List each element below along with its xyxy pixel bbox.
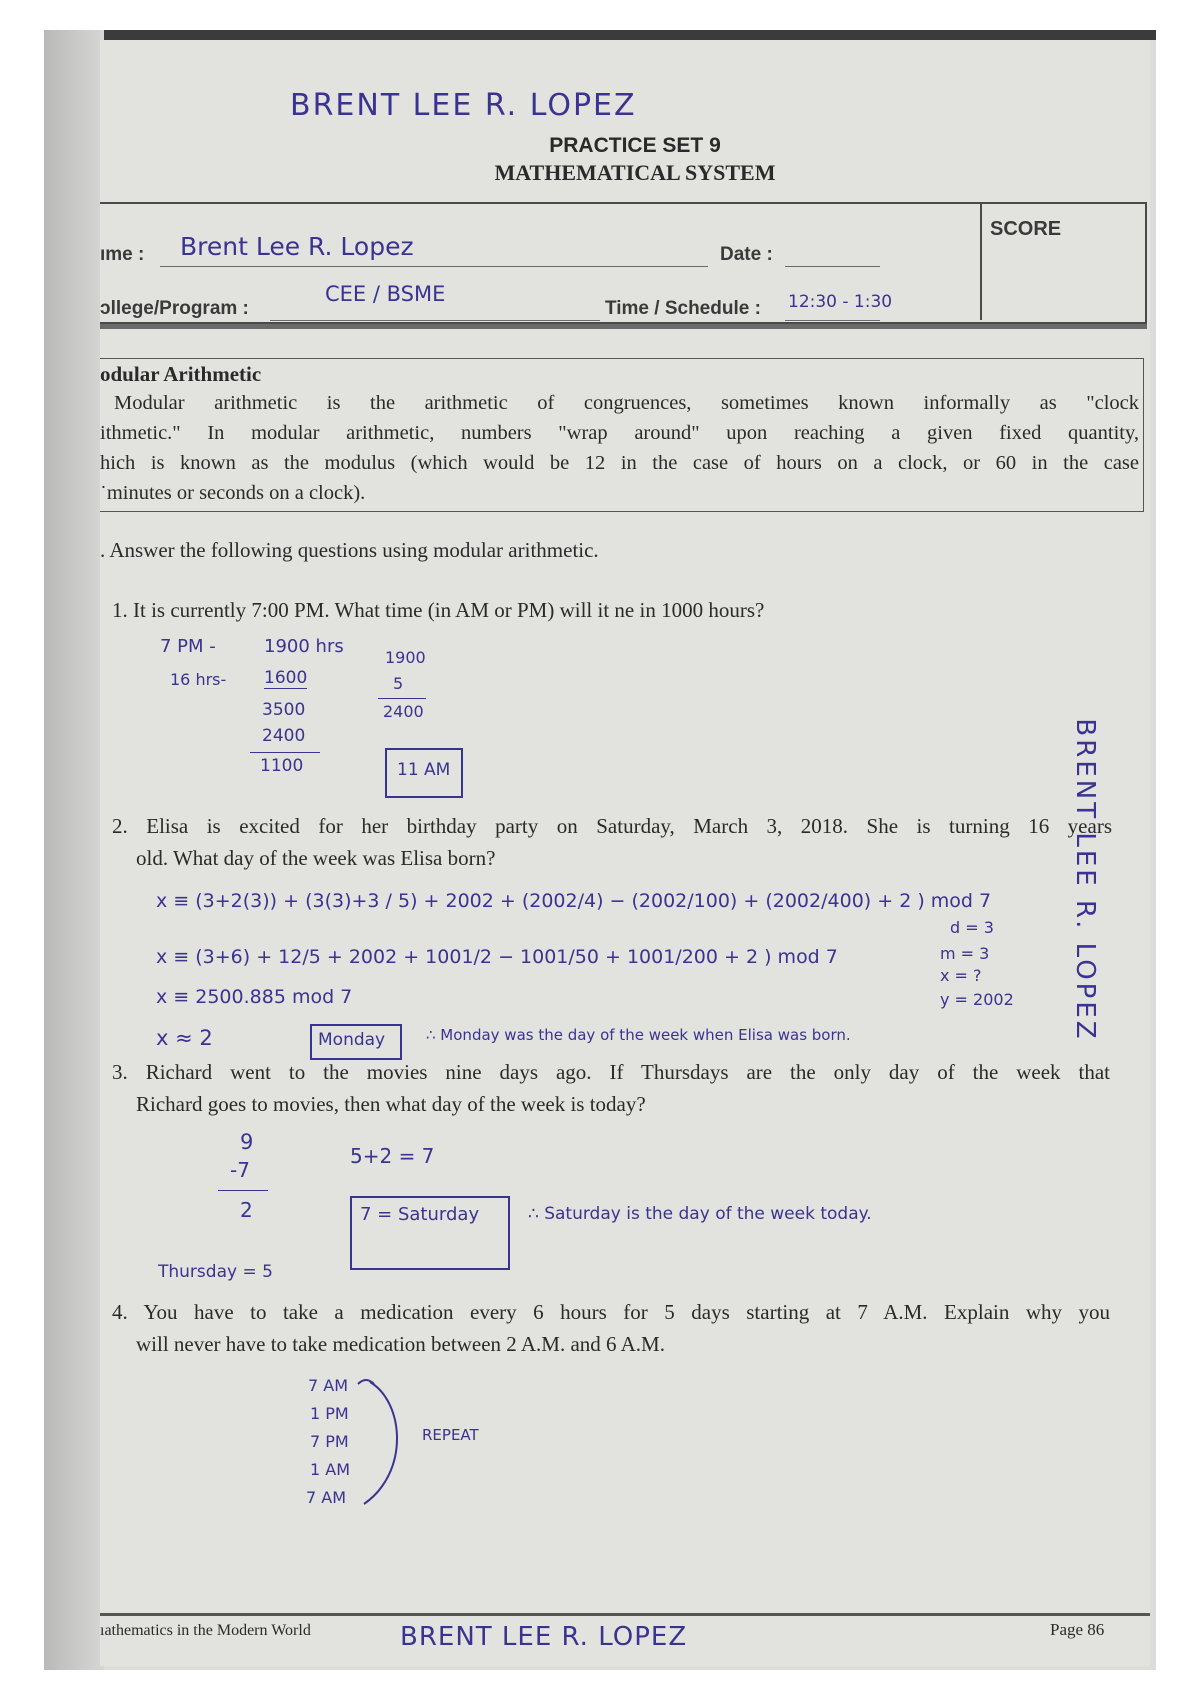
- worksheet-paper: [100, 40, 1150, 1666]
- footer-rule: [100, 1613, 1150, 1616]
- q1-work-1900b: 1900: [385, 648, 426, 667]
- q2-conclusion: ∴ Monday was the day of the week when Elisa was born.: [426, 1026, 851, 1044]
- q2-given-d: d = 3: [950, 918, 994, 937]
- q3-work-2: 2: [240, 1198, 253, 1222]
- q1-work-2400b: 2400: [383, 702, 424, 721]
- section-title: odular Arithmetic: [100, 362, 262, 386]
- footer-page-number: Page 86: [1050, 1620, 1105, 1639]
- q3-conclusion: ∴ Saturday is the day of the week today.: [528, 1204, 872, 1224]
- q1-work-16hrs: 16 hrs-: [170, 670, 227, 689]
- q2-equation-1: x ≡ (3+2(3)) + (3(3)+3 / 5) + 2002 + (2002/4) − (2002/100) + (2002/400) + 2 ) mod 7: [156, 890, 992, 912]
- date-underline: [785, 266, 880, 267]
- question-3-line-2: Richard goes to movies, then what day of the week is today?: [136, 1092, 646, 1116]
- name-underline: [160, 266, 708, 267]
- name-label: ıme :: [100, 244, 145, 265]
- handwritten-name-side: BRENT LEE R. LOPEZ: [1070, 718, 1100, 1042]
- definition-line-4: ˙minutes or seconds on a clock).: [100, 482, 366, 504]
- q3-work-9: 9: [240, 1130, 254, 1154]
- q2-given-m: m = 3: [940, 944, 990, 963]
- q3-answer: 7 = Saturday: [360, 1204, 480, 1225]
- question-2-line-1: 2. Elisa is excited for her birthday party on Saturday, March 3, 2018. She is turning 16 years: [112, 814, 1112, 838]
- q2-equation-2: x ≡ (3+6) + 12/5 + 2002 + 1001/2 − 1001/50 + 1001/200 + 2 ) mod 7: [156, 946, 838, 968]
- program-label: ɔllege/Program :: [100, 298, 249, 319]
- definition-line-3: hich is known as the modulus (which would be 12 in the case of hours on a clock, or 60 in the case: [100, 452, 1139, 474]
- q4-time-3: 7 PM: [310, 1432, 349, 1451]
- date-label: Date :: [720, 244, 773, 265]
- question-1-text: 1. It is currently 7:00 PM. What time (in AM or PM) will it ne in 1000 hours?: [112, 598, 765, 622]
- definition-line-2: ithmetic." In modular arithmetic, numbers "wrap around" upon reaching a given fixed quantity,: [100, 422, 1139, 444]
- q2-given-y: y = 2002: [940, 990, 1014, 1009]
- q3-subtract-line: [218, 1190, 268, 1191]
- q1-work-1900hrs: 1900 hrs: [264, 636, 344, 657]
- q1-work-7pm: 7 PM -: [160, 636, 216, 657]
- q4-time-4: 1 AM: [310, 1460, 351, 1479]
- q4-time-1: 7 AM: [308, 1376, 349, 1395]
- title-mathematical-system: MATHEMATICAL SYSTEM: [494, 160, 776, 185]
- footer-course: ıathematics in the Modern World: [100, 1622, 311, 1639]
- q2-equation-3: x ≡ 2500.885 mod 7: [156, 986, 353, 1008]
- scanned-page: [44, 30, 1156, 1670]
- q2-answer: Monday: [318, 1030, 386, 1050]
- time-underline: [785, 320, 880, 321]
- q1-work-3500: 3500: [262, 700, 306, 720]
- q3-thursday: Thursday = 5: [158, 1262, 273, 1282]
- q3-work-sum: 5+2 = 7: [350, 1144, 435, 1168]
- footer-handwritten-name: BRENT LEE R. LOPEZ: [400, 1622, 688, 1652]
- name-value: Brent Lee R. Lopez: [180, 232, 414, 261]
- question-4-line-1: 4. You have to take a medication every 6 hours for 5 days starting at 7 A.M. Explain why you: [112, 1300, 1110, 1324]
- book-binding-shadow: [44, 30, 104, 1670]
- q4-repeat-label: REPEAT: [422, 1426, 479, 1444]
- title-practice-set: PRACTICE SET 9: [549, 134, 721, 157]
- definition-line-1: Modular arithmetic is the arithmetic of congruences, sometimes known informally as "clock: [114, 392, 1139, 414]
- q4-time-5: 7 AM: [306, 1488, 347, 1507]
- score-label: SCORE: [990, 218, 1062, 240]
- question-4-line-2: will never have to take medication between 2 A.M. and 6 A.M.: [136, 1332, 665, 1356]
- q1-subtract-line: [250, 752, 320, 753]
- header-rule: [100, 324, 1147, 329]
- q4-repeat-bracket: [352, 1372, 422, 1512]
- program-underline: [270, 320, 600, 321]
- q3-work-minus7: -7: [230, 1158, 250, 1182]
- q1-answer: 11 AM: [397, 760, 451, 780]
- time-schedule-value: 12:30 - 1:30: [788, 292, 893, 312]
- question-2-line-2: old. What day of the week was Elisa born?: [136, 846, 496, 870]
- q4-time-2: 1 PM: [310, 1404, 349, 1423]
- q1-work-5: 5: [393, 674, 404, 693]
- scan-top-edge: [44, 30, 1156, 40]
- q2-equation-4: x ≈ 2: [156, 1026, 213, 1050]
- handwritten-name-top: BRENT LEE R. LOPEZ: [290, 88, 637, 123]
- q1-work-1600: 1600: [264, 668, 308, 688]
- time-schedule-label: Time / Schedule :: [605, 298, 761, 319]
- q2-given-x: x = ?: [940, 966, 982, 985]
- q1-multiply-line: [378, 698, 426, 699]
- question-3-line-1: 3. Richard went to the movies nine days ago. If Thursdays are the only day of the week that: [112, 1060, 1110, 1084]
- instruction-text: . Answer the following questions using modular arithmetic.: [100, 538, 599, 562]
- program-value: CEE / BSME: [325, 282, 446, 306]
- q1-work-2400: 2400: [262, 726, 306, 746]
- q1-work-1100: 1100: [260, 756, 304, 776]
